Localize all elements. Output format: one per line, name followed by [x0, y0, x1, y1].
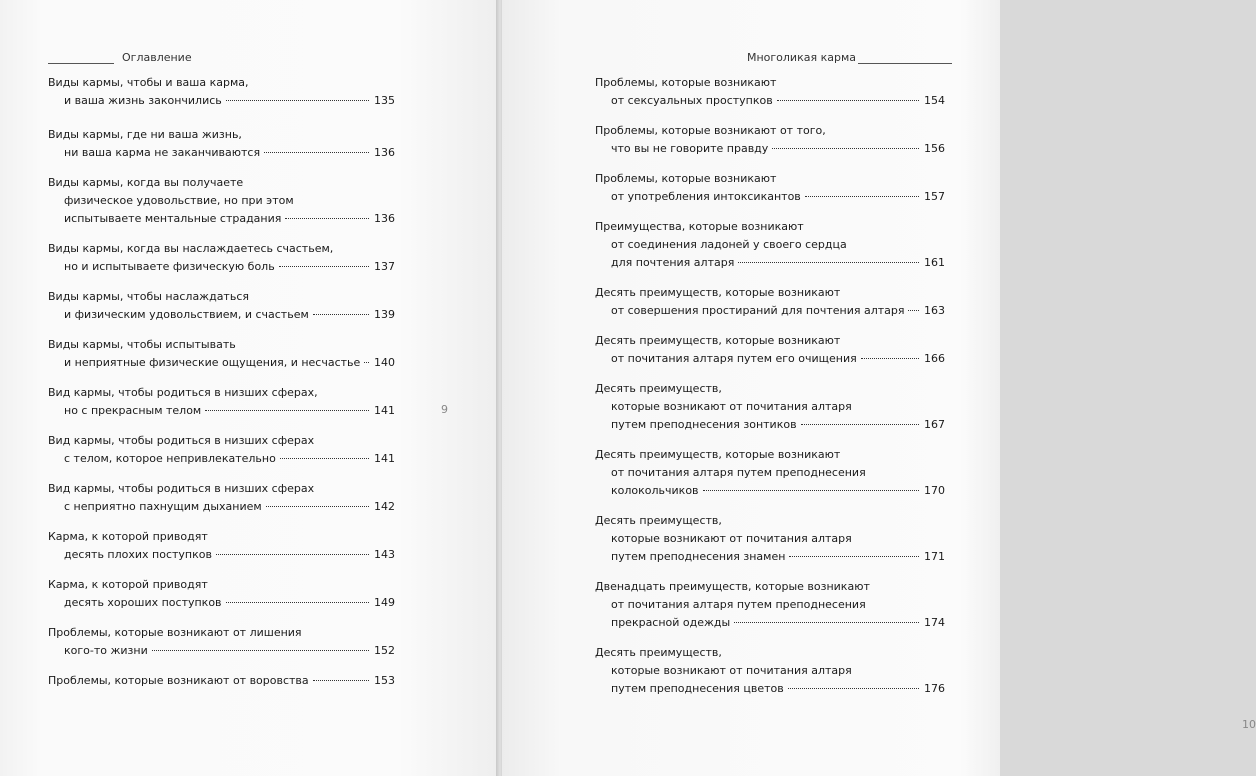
running-head-rule [48, 55, 114, 64]
toc-entry [48, 384, 395, 432]
toc-entry-last-line [48, 306, 395, 324]
toc-entry-last-line [48, 402, 395, 420]
toc-entry [595, 122, 945, 170]
toc-entry-line: путем преподнесения цветов [611, 682, 784, 695]
toc-entry-line: которые возникают от почитания алтаря [611, 664, 852, 677]
toc-entry-line: и физическим удовольствием, и счастьем [64, 308, 309, 321]
toc-entry-line: прекрасной одежды [611, 616, 731, 629]
toc-page-number: 143 [374, 548, 395, 561]
toc-entry-line: с телом, которое непривлекательно [64, 452, 276, 465]
dot-leader [788, 688, 919, 689]
left-running-head-text: Оглавление [122, 51, 192, 64]
toc-page-number: 167 [924, 418, 945, 431]
right-running-head [747, 51, 952, 64]
toc-entry [595, 644, 945, 710]
dot-leader [801, 424, 919, 425]
dot-leader [772, 148, 919, 149]
toc-page-number: 166 [924, 352, 945, 365]
toc-entry-line: Виды кармы, когда вы получаете [48, 176, 244, 189]
toc-entry-line: от совершения простираний для почтения алтаря [611, 304, 905, 317]
toc-page-number: 161 [924, 256, 945, 269]
toc-entry-line: Десять преимуществ, [595, 514, 722, 527]
toc-entry [595, 284, 945, 332]
toc-entry-line: десять хороших поступков [64, 596, 222, 609]
toc-entry [48, 336, 395, 384]
toc-page-number: 140 [374, 356, 395, 369]
toc-entry-line: десять плохих поступков [64, 548, 212, 561]
toc-entry-line: Проблемы, которые возникают [595, 76, 777, 89]
left-running-head [48, 51, 192, 64]
toc-entry-last-line [595, 302, 945, 320]
right-page-number: 10 [1242, 718, 1256, 731]
toc-entry-line: Виды кармы, где ни ваша жизнь, [48, 128, 242, 141]
toc-entry-line: Вид кармы, чтобы родиться в низших сферах [48, 482, 315, 495]
right-running-head-text: Многоликая карма [746, 51, 856, 64]
toc-entry-line: для почтения алтаря [611, 256, 735, 269]
toc-page-number: 154 [924, 94, 945, 107]
toc-entry-last-line [595, 140, 945, 158]
toc-entry-line: кого-то жизни [64, 644, 148, 657]
toc-page-number: 163 [924, 304, 945, 317]
toc-entry [595, 218, 945, 284]
toc-entry-last-line [595, 614, 945, 632]
toc-left-list [48, 74, 395, 702]
toc-entry-last-line [48, 498, 395, 516]
toc-page-number: 135 [374, 94, 395, 107]
toc-entry-line: испытываете ментальные страдания [64, 212, 282, 225]
toc-entry-last-line [595, 416, 945, 434]
toc-entry-line: ни ваша карма не заканчиваются [64, 146, 261, 159]
left-page-number: 9 [441, 403, 448, 416]
toc-entry-line: от сексуальных проступков [611, 94, 773, 107]
dot-leader [313, 680, 369, 681]
toc-entry [48, 174, 395, 240]
toc-entry [595, 170, 945, 218]
toc-entry-line: Карма, к которой приводят [48, 530, 208, 543]
dot-leader [216, 554, 369, 555]
toc-entry [48, 528, 395, 576]
dot-leader [734, 622, 919, 623]
toc-entry [595, 380, 945, 446]
toc-entry-line: но и испытываете физическую боль [64, 260, 275, 273]
toc-entry-line: Карма, к которой приводят [48, 578, 208, 591]
dot-leader [264, 152, 369, 153]
toc-entry-last-line [48, 354, 395, 372]
toc-entry-line: и ваша жизнь закончились [64, 94, 222, 107]
toc-entry-last-line [48, 642, 395, 660]
toc-entry-line: которые возникают от почитания алтаря [611, 532, 852, 545]
toc-page-number: 153 [374, 674, 395, 687]
toc-entry-last-line [595, 188, 945, 206]
dot-leader [266, 506, 369, 507]
toc-entry-last-line [48, 144, 395, 162]
toc-entry-line: от почитания алтаря путем его очищения [611, 352, 857, 365]
toc-page-number: 152 [374, 644, 395, 657]
toc-entry [48, 624, 395, 672]
toc-entry-last-line [595, 92, 945, 110]
toc-entry-line: путем преподнесения зонтиков [611, 418, 797, 431]
left-page [0, 0, 498, 776]
toc-entry-line: от соединения ладоней у своего сердца [611, 238, 847, 251]
toc-entry-last-line [48, 594, 395, 612]
toc-entry-line: с неприятно пахнущим дыханием [64, 500, 262, 513]
toc-page-number: 142 [374, 500, 395, 513]
dot-leader [279, 266, 369, 267]
toc-entry-line: физическое удовольствие, но при этом [64, 194, 294, 207]
toc-entry-last-line [48, 92, 395, 110]
toc-entry-last-line [48, 672, 395, 690]
toc-page-number: 157 [924, 190, 945, 203]
toc-entry-line: Десять преимуществ, [595, 382, 722, 395]
toc-entry-line: Виды кармы, чтобы наслаждаться [48, 290, 249, 303]
dot-leader [703, 490, 919, 491]
toc-entry-last-line [48, 258, 395, 276]
toc-entry-line: Проблемы, которые возникают от того, [595, 124, 826, 137]
toc-entry-line: от употребления интоксикантов [611, 190, 801, 203]
toc-entry-line: Виды кармы, когда вы наслаждаетесь счастьем, [48, 242, 334, 255]
toc-page-number: 174 [924, 616, 945, 629]
toc-entry [595, 512, 945, 578]
toc-entry-line: Виды кармы, чтобы и ваша карма, [48, 76, 249, 89]
toc-page-number: 141 [374, 452, 395, 465]
toc-entry [48, 576, 395, 624]
toc-entry-line: которые возникают от почитания алтаря [611, 400, 852, 413]
dot-leader [789, 556, 919, 557]
toc-entry-last-line [48, 450, 395, 468]
toc-entry-line: Десять преимуществ, которые возникают [595, 286, 841, 299]
toc-entry [595, 446, 945, 512]
dot-leader [805, 196, 919, 197]
toc-right-list [595, 74, 945, 710]
right-page [502, 0, 1256, 776]
toc-entry-line: Вид кармы, чтобы родиться в низших сферах, [48, 386, 318, 399]
toc-entry [48, 240, 395, 288]
toc-entry [48, 288, 395, 336]
toc-entry-line: от почитания алтаря путем преподнесения [611, 466, 866, 479]
toc-entry [48, 480, 395, 528]
dot-leader [777, 100, 919, 101]
dot-leader [861, 358, 919, 359]
toc-page-number: 136 [374, 212, 395, 225]
dot-leader [285, 218, 369, 219]
toc-page-number: 170 [924, 484, 945, 497]
toc-page-number: 141 [374, 404, 395, 417]
toc-page-number: 156 [924, 142, 945, 155]
toc-entry-line: путем преподнесения знамен [611, 550, 786, 563]
toc-entry-line: и неприятные физические ощущения, и несчастье [64, 356, 361, 369]
toc-entry-line: Десять преимуществ, которые возникают [595, 448, 841, 461]
toc-entry-line: от почитания алтаря путем преподнесения [611, 598, 866, 611]
dot-leader [226, 100, 369, 101]
toc-entry-line: Проблемы, которые возникают от воровства [48, 674, 309, 687]
toc-entry-line: Двенадцать преимуществ, которые возникают [595, 580, 870, 593]
toc-entry [48, 126, 395, 174]
dot-leader [738, 262, 919, 263]
toc-page-number: 149 [374, 596, 395, 609]
toc-entry-last-line [595, 680, 945, 698]
toc-entry-line: Десять преимуществ, которые возникают [595, 334, 841, 347]
toc-entry [48, 672, 395, 702]
toc-entry [48, 432, 395, 480]
toc-entry-line: Вид кармы, чтобы родиться в низших сферах [48, 434, 315, 447]
toc-entry-last-line [595, 548, 945, 566]
toc-entry [595, 332, 945, 380]
toc-entry-line: Преимущества, которые возникают [595, 220, 804, 233]
toc-page-number: 136 [374, 146, 395, 159]
toc-entry-last-line [595, 254, 945, 272]
toc-entry-line: Проблемы, которые возникают [595, 172, 777, 185]
toc-entry-line: но с прекрасным телом [64, 404, 202, 417]
dot-leader [313, 314, 369, 315]
dot-leader [226, 602, 369, 603]
running-head-rule [858, 55, 952, 64]
toc-entry-last-line [48, 546, 395, 564]
dot-leader [364, 362, 369, 363]
toc-entry-line: что вы не говорите правду [611, 142, 769, 155]
toc-entry-last-line [595, 482, 945, 500]
toc-entry [48, 74, 395, 126]
toc-entry-last-line [595, 350, 945, 368]
toc-entry-line: Десять преимуществ, [595, 646, 722, 659]
toc-entry [595, 578, 945, 644]
dot-leader [280, 458, 369, 459]
toc-page-number: 176 [924, 682, 945, 695]
toc-page-number: 171 [924, 550, 945, 563]
toc-page-number: 139 [374, 308, 395, 321]
toc-entry-last-line [48, 210, 395, 228]
dot-leader [152, 650, 369, 651]
toc-page-number: 137 [374, 260, 395, 273]
dot-leader [205, 410, 369, 411]
toc-entry-line: колокольчиков [611, 484, 699, 497]
toc-entry-line: Виды кармы, чтобы испытывать [48, 338, 236, 351]
toc-entry-line: Проблемы, которые возникают от лишения [48, 626, 302, 639]
toc-entry [595, 74, 945, 122]
dot-leader [908, 310, 919, 311]
